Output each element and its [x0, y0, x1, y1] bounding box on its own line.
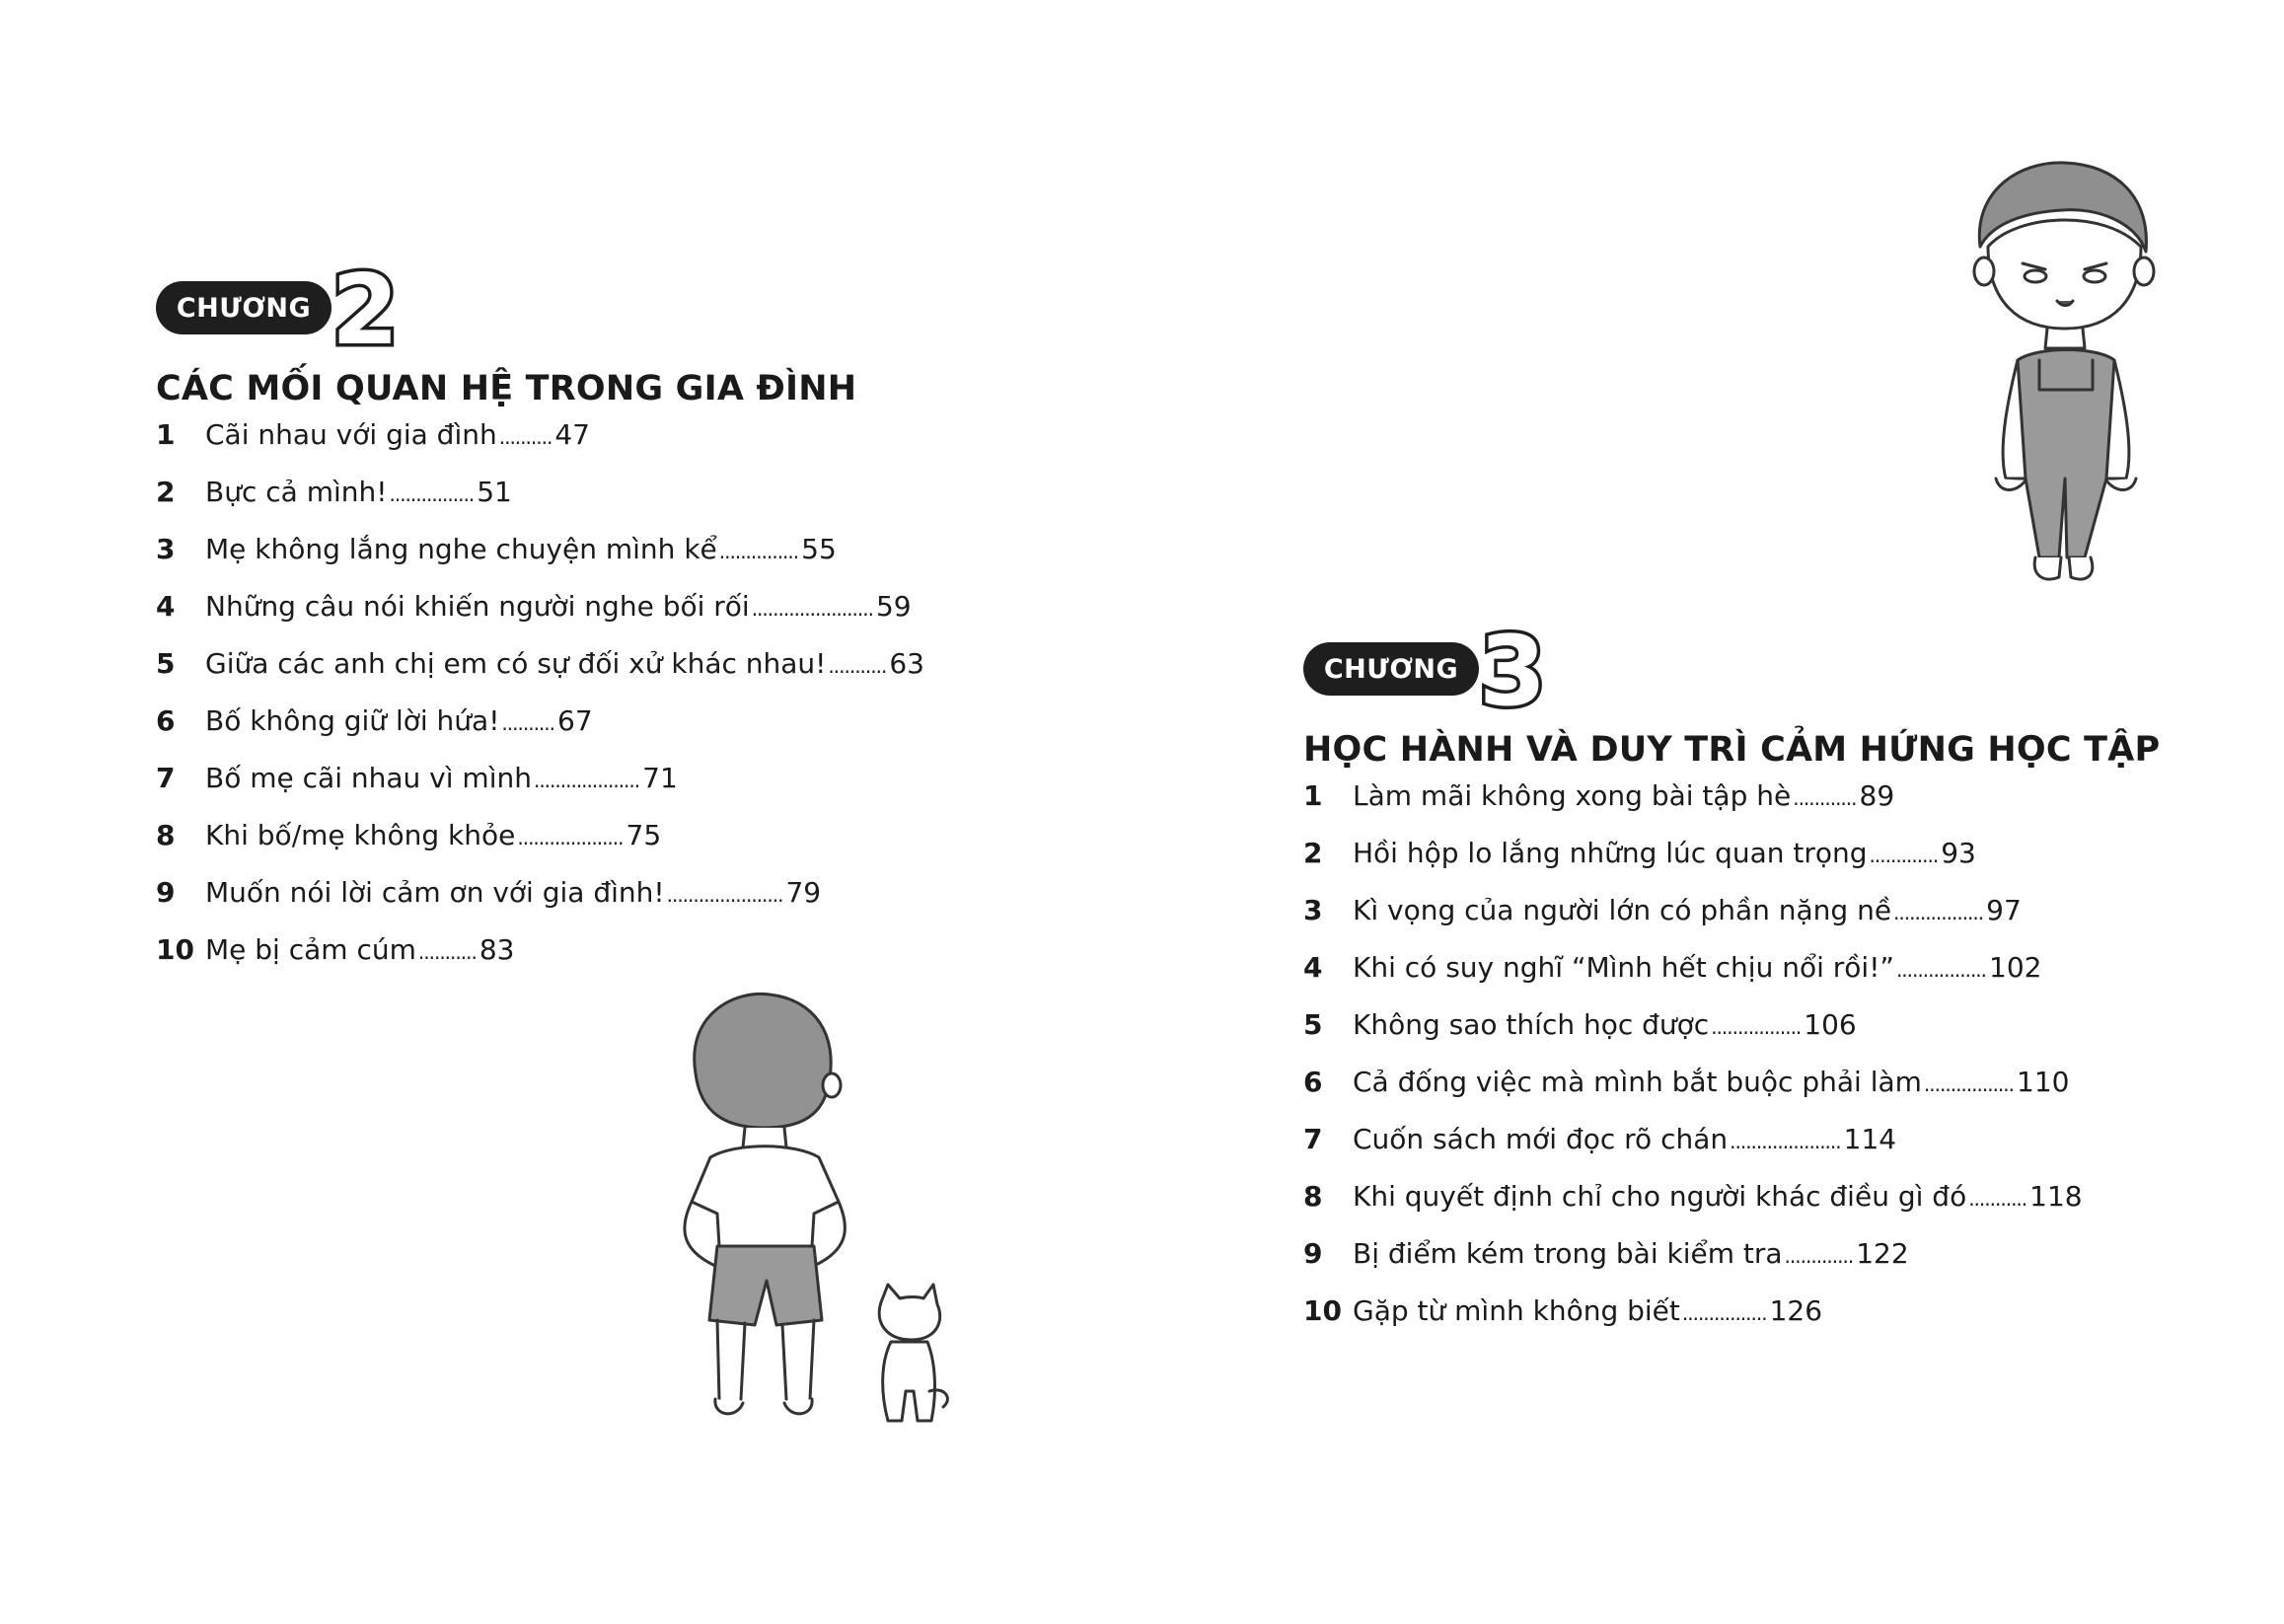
- toc-item[interactable]: [1303, 894, 2160, 951]
- chapter-2-heading: [156, 258, 924, 357]
- boy-illustration: [656, 985, 873, 1439]
- toc-item-number: 9: [156, 876, 176, 909]
- toc-item-page: 114: [1843, 1123, 1897, 1155]
- toc-item-leader: .............: [1784, 1244, 1854, 1268]
- cat-icon: [866, 1283, 955, 1431]
- toc-item[interactable]: [1303, 1008, 2160, 1066]
- toc-item[interactable]: [1303, 837, 2160, 894]
- toc-item-number: 5: [156, 647, 176, 680]
- toc-item-title: Khi quyết định chỉ cho người khác điều gì đó: [1353, 1180, 1967, 1213]
- toc-item[interactable]: [1303, 1237, 2160, 1294]
- boy-icon: [656, 985, 873, 1439]
- chapter-3-badge: CHƯƠNG: [1303, 642, 1479, 696]
- toc-item-number: 6: [1303, 1066, 1323, 1098]
- toc-item-page: 118: [2029, 1180, 2083, 1213]
- toc-item-leader: .......................: [751, 597, 873, 621]
- cat-illustration: [866, 1283, 955, 1431]
- svg-text:3: 3: [1479, 620, 1547, 718]
- chapter-3-toc: [1303, 779, 2160, 1352]
- toc-item[interactable]: [1303, 1123, 2160, 1180]
- toc-item[interactable]: [156, 533, 924, 590]
- toc-item[interactable]: [156, 704, 924, 762]
- toc-item-number: 2: [156, 476, 176, 508]
- toc-item-number: 3: [1303, 894, 1323, 926]
- toc-item-number: 5: [1303, 1008, 1323, 1041]
- toc-item-title: Bố không giữ lời hứa!: [205, 704, 500, 737]
- svg-text:2: 2: [332, 258, 400, 357]
- toc-item-leader: .............: [1869, 844, 1939, 867]
- toc-item-leader: ................: [389, 482, 475, 506]
- toc-item-title: Làm mãi không xong bài tập hè: [1353, 779, 1792, 812]
- chapter-3-number: [1473, 620, 1552, 718]
- toc-item-page: 89: [1859, 779, 1895, 812]
- toc-item[interactable]: [156, 476, 924, 533]
- toc-item-leader: ......................: [666, 883, 783, 907]
- toc-item-number: 10: [156, 933, 194, 966]
- toc-item-leader: ..........: [498, 425, 553, 449]
- girl-icon: [1949, 153, 2185, 607]
- toc-item[interactable]: [1303, 1180, 2160, 1237]
- toc-item-page: 51: [477, 476, 512, 508]
- toc-item[interactable]: [156, 647, 924, 704]
- toc-item-title: Bị điểm kém trong bài kiểm tra: [1353, 1237, 1783, 1270]
- toc-item-title: Không sao thích học được: [1353, 1008, 1710, 1041]
- toc-item[interactable]: [156, 933, 924, 991]
- chapter-2-title: CÁC MỐI QUAN HỆ TRONG GIA ĐÌNH: [156, 369, 857, 408]
- toc-item-leader: ...........: [417, 940, 477, 964]
- toc-item-number: 8: [156, 819, 176, 851]
- toc-item-page: 106: [1804, 1008, 1857, 1041]
- toc-item[interactable]: [156, 762, 924, 819]
- toc-item-leader: ................: [1681, 1301, 1767, 1325]
- toc-item-title: Khi có suy nghĩ “Mình hết chịu nổi rồi!”: [1353, 951, 1894, 984]
- toc-item-leader: ...........: [1968, 1187, 2027, 1211]
- toc-item-page: 79: [785, 876, 822, 909]
- toc-item-title: Kì vọng của người lớn có phần nặng nề: [1353, 894, 1892, 926]
- chapter-2-section: [156, 258, 924, 991]
- toc-item-page: 83: [479, 933, 515, 966]
- toc-item-number: 10: [1303, 1294, 1342, 1327]
- toc-item-title: Cả đống việc mà mình bắt buộc phải làm: [1353, 1066, 1922, 1098]
- toc-item-title: Bố mẹ cãi nhau vì mình: [205, 762, 532, 794]
- toc-item[interactable]: [156, 590, 924, 647]
- toc-item-page: 71: [642, 762, 678, 794]
- toc-item-number: 4: [1303, 951, 1323, 984]
- toc-item-title: Khi bố/mẹ không khỏe: [205, 819, 516, 851]
- toc-item-number: 7: [1303, 1123, 1323, 1155]
- chapter-2-number: [326, 258, 405, 357]
- toc-item-leader: ............: [1793, 786, 1857, 810]
- chapter-2-badge: CHƯƠNG: [156, 281, 332, 334]
- toc-item-leader: .................: [1923, 1072, 2014, 1096]
- toc-item-page: 102: [1989, 951, 2042, 984]
- toc-item-title: Hồi hộp lo lắng những lúc quan trọng: [1353, 837, 1868, 869]
- toc-item-page: 59: [875, 590, 912, 623]
- chapter-3-heading: [1303, 620, 2160, 718]
- toc-item-number: 9: [1303, 1237, 1323, 1270]
- toc-item-leader: ...............: [718, 540, 799, 563]
- toc-item[interactable]: [156, 819, 924, 876]
- toc-item-page: 63: [889, 647, 924, 680]
- toc-item-page: 93: [1941, 837, 1976, 869]
- toc-item[interactable]: [1303, 1066, 2160, 1123]
- toc-item-leader: ....................: [533, 769, 640, 792]
- toc-item[interactable]: [1303, 1294, 2160, 1352]
- toc-item-page: 47: [554, 418, 590, 451]
- toc-item-title: Giữa các anh chị em có sự đối xử khác nhau!: [205, 647, 827, 680]
- chapter-2-toc: [156, 418, 924, 991]
- toc-item-number: 1: [156, 418, 176, 451]
- toc-item[interactable]: [1303, 779, 2160, 837]
- toc-item-number: 3: [156, 533, 176, 565]
- toc-item-number: 7: [156, 762, 176, 794]
- toc-item-page: 67: [557, 704, 593, 737]
- toc-item-page: 126: [1769, 1294, 1823, 1327]
- chapter-3-title: HỌC HÀNH VÀ DUY TRÌ CẢM HỨNG HỌC TẬP: [1303, 730, 2161, 770]
- toc-item-page: 75: [626, 819, 662, 851]
- chapter-3-section: [1303, 620, 2160, 1352]
- toc-item-number: 2: [1303, 837, 1323, 869]
- toc-item-title: Gặp từ mình không biết: [1353, 1294, 1680, 1327]
- toc-item-leader: ..........: [501, 711, 554, 735]
- toc-item-number: 4: [156, 590, 176, 623]
- toc-item-leader: .................: [1893, 901, 1984, 924]
- toc-item-leader: ....................: [517, 826, 624, 849]
- girl-illustration: [1949, 153, 2185, 607]
- toc-item-page: 110: [2017, 1066, 2070, 1098]
- toc-item-title: Cuốn sách mới đọc rõ chán: [1353, 1123, 1729, 1155]
- toc-item-number: 6: [156, 704, 176, 737]
- toc-item-page: 122: [1856, 1237, 1909, 1270]
- toc-item-title: Muốn nói lời cảm ơn với gia đình!: [205, 876, 665, 909]
- toc-item-title: Mẹ bị cảm cúm: [205, 933, 416, 966]
- toc-item[interactable]: [156, 418, 924, 476]
- toc-item-leader: .....................: [1730, 1130, 1841, 1153]
- toc-item-title: Bực cả mình!: [205, 476, 388, 508]
- toc-item-leader: .................: [1895, 958, 1987, 982]
- toc-item-leader: ...........: [828, 654, 887, 678]
- toc-item-page: 97: [1986, 894, 2022, 926]
- toc-item[interactable]: [156, 876, 924, 933]
- toc-item-number: 1: [1303, 779, 1323, 812]
- toc-item-page: 55: [801, 533, 837, 565]
- toc-item-number: 8: [1303, 1180, 1323, 1213]
- toc-item-leader: .................: [1711, 1015, 1802, 1039]
- toc-item[interactable]: [1303, 951, 2160, 1008]
- toc-item-title: Cãi nhau với gia đình: [205, 418, 497, 451]
- toc-item-title: Mẹ không lắng nghe chuyện mình kể: [205, 533, 717, 565]
- toc-item-title: Những câu nói khiến người nghe bối rối: [205, 590, 750, 623]
